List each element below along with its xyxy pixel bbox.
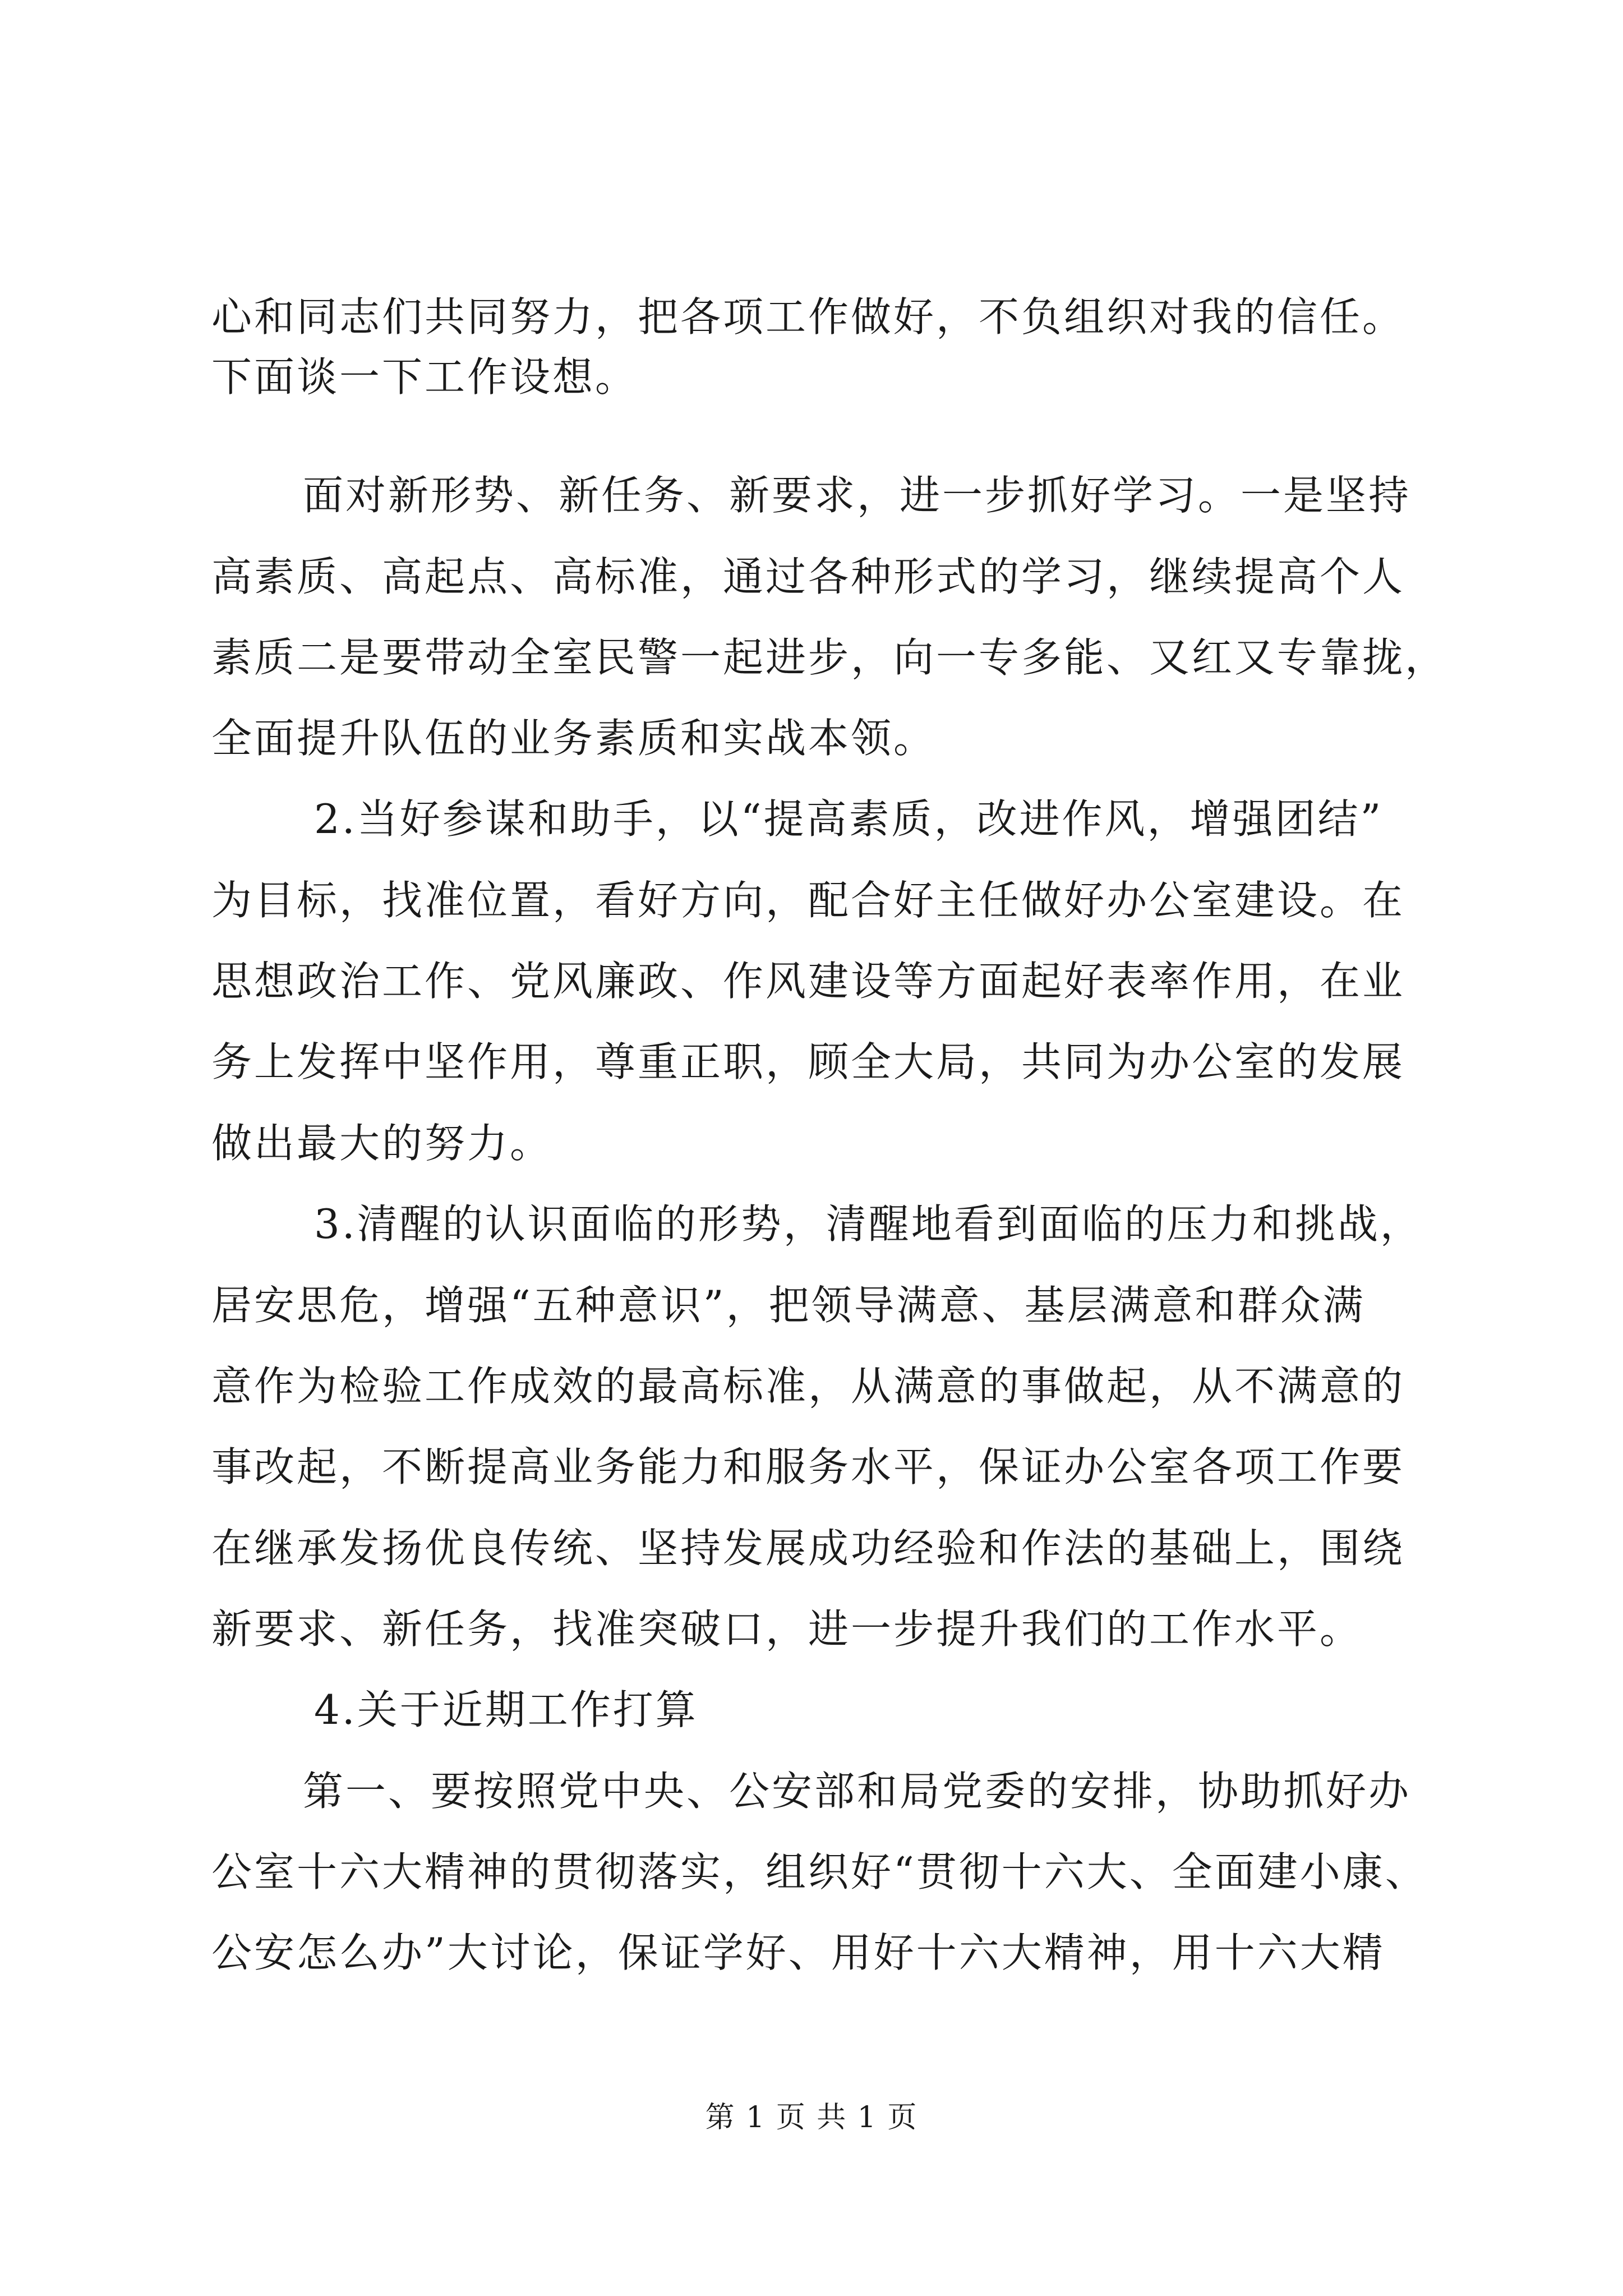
text-line: 素质二是要带动全室民警一起进步，向一专多能、又红又专靠拢， <box>211 634 1448 681</box>
text-line: 新要求、新任务，找准突破口，进一步提升我们的工作水平。 <box>211 1605 1363 1653</box>
text-line: 2.当好参谋和助手，以“提高素质，改进作风，增强团结” <box>314 795 1384 843</box>
text-line: 务上发挥中坚作用，尊重正职，顾全大局，共同为办公室的发展 <box>211 1038 1405 1085</box>
text-line: 公室十六大精神的贯彻落实，组织好“贯彻十六大、全面建小康、 <box>211 1848 1428 1895</box>
text-line: 心和同志们共同努力，把各项工作做好，不负组织对我的信任。 <box>211 293 1405 341</box>
text-line: 4.关于近期工作打算 <box>314 1686 698 1733</box>
text-line: 为目标，找准位置，看好方向，配合好主任做好办公室建设。在 <box>211 877 1405 924</box>
text-line: 第一、要按照党中央、公安部和局党委的安排，协助抓好办 <box>303 1768 1412 1815</box>
text-line: 做出最大的努力。 <box>211 1120 553 1167</box>
text-line: 在继承发扬优良传统、坚持发展成功经验和作法的基础上，围绕 <box>211 1525 1405 1572</box>
page-footer: 第 1 页 共 1 页 <box>705 2101 918 2134</box>
text-line: 3.清醒的认识面临的形势，清醒地看到面临的压力和挑战， <box>314 1200 1423 1248</box>
text-line: 面对新形势、新任务、新要求，进一步抓好学习。一是坚持 <box>303 472 1412 519</box>
text-line: 事改起，不断提高业务能力和服务水平，保证办公室各项工作要 <box>211 1443 1405 1490</box>
text-line: 全面提升队伍的业务素质和实战本领。 <box>211 715 937 762</box>
text-line: 下面谈一下工作设想。 <box>211 353 638 401</box>
text-line: 意作为检验工作成效的最高标准，从满意的事做起，从不满意的 <box>211 1363 1405 1410</box>
text-line: 思想政治工作、党风廉政、作风建设等方面起好表率作用，在业 <box>211 958 1405 1005</box>
text-line: 居安思危，增强“五种意识”，把领导满意、基层满意和群众满 <box>211 1282 1366 1329</box>
text-line: 高素质、高起点、高标准，通过各种形式的学习，继续提高个人 <box>211 553 1405 600</box>
text-line: 公安怎么办”大讨论，保证学好、用好十六大精神，用十六大精 <box>211 1929 1385 1976</box>
